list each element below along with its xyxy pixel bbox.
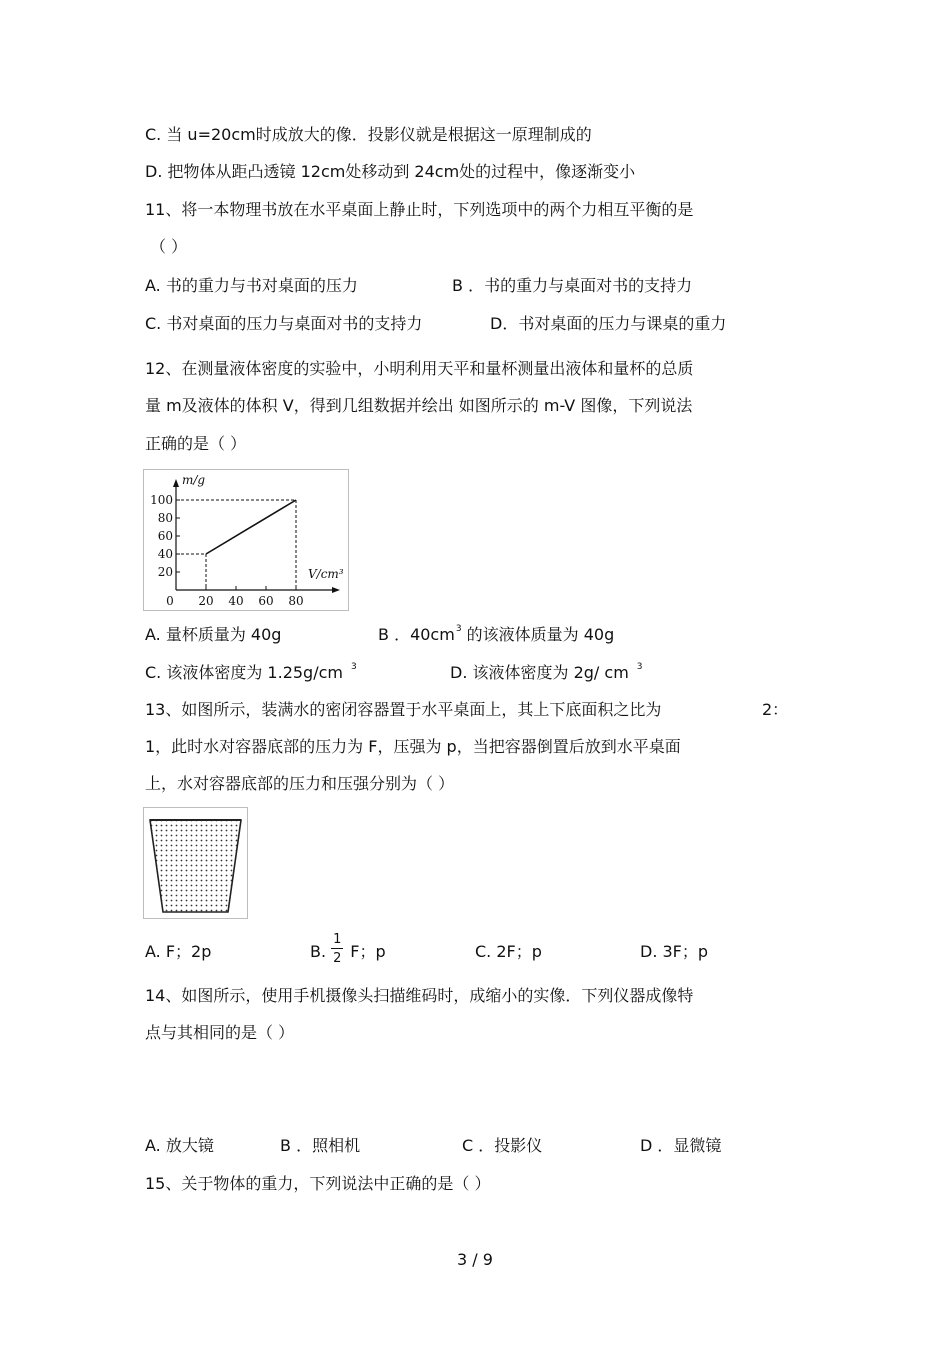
- question-14-line-1: 14、如图所示，使用手机摄像头扫描维码时，成缩小的实像．下列仪器成像特: [145, 986, 694, 1005]
- m-v-graph-figure: [143, 469, 349, 611]
- x-tick-label-60: 60: [258, 594, 274, 608]
- y-axis-label: m/g: [182, 473, 206, 487]
- question-15-stem: 15、关于物体的重力，下列说法中正确的是（ ）: [145, 1174, 491, 1193]
- q12-option-c: [145, 663, 357, 686]
- question-13-line-3: 上，水对容器底部的压力和压强分别为（ ）: [145, 774, 455, 793]
- fraction-bar: [331, 948, 343, 949]
- q12-option-d: [450, 663, 643, 686]
- q13-option-b-value: F；p: [350, 942, 386, 961]
- q12-option-b-text: B ．40cm: [378, 625, 455, 644]
- y-axis-arrow: [173, 479, 179, 487]
- question-13-line-2: 1，此时水对容器底部的压力为 F，压强为 p，当把容器倒置后放到水平桌面: [145, 737, 681, 756]
- option-d-q10: D. 把物体从距凸透镜 12cm处移动到 24cm处的过程中，像逐渐变小: [145, 162, 636, 181]
- x-tick-label-40: 40: [228, 594, 244, 608]
- q14-option-c: C ．投影仪: [462, 1136, 543, 1155]
- y-tick-label-40: 40: [157, 547, 173, 561]
- q14-option-b: B ．照相机: [280, 1136, 361, 1155]
- q12-option-b-sup: 3: [455, 624, 462, 634]
- page-number: 3 / 9: [457, 1250, 493, 1269]
- x-tick-label-0: 0: [166, 594, 174, 608]
- q14-option-d: D ．显微镜: [640, 1136, 722, 1155]
- q11-option-b: B ．书的重力与桌面对书的支持力: [452, 276, 693, 295]
- q13-option-c: C. 2F；p: [475, 942, 542, 961]
- q13-option-d: D. 3F；p: [640, 942, 709, 961]
- container-figure: [143, 807, 248, 919]
- q13-option-b-label: B.: [310, 942, 327, 961]
- q11-option-a: A. 书的重力与书对桌面的压力: [145, 276, 358, 295]
- y-tick-label-100: 100: [150, 493, 173, 507]
- question-13-ratio: 2：: [762, 700, 789, 719]
- fraction-numerator: 1: [333, 931, 342, 947]
- q12-option-d-text: D. 该液体密度为 2g/ cm: [450, 663, 629, 682]
- q11-option-d: D．书对桌面的压力与课桌的重力: [490, 314, 727, 333]
- q13-option-b: [310, 931, 386, 966]
- y-tick-label-60: 60: [157, 529, 173, 543]
- x-axis-label: V/cm³: [308, 567, 344, 581]
- y-tick-label-80: 80: [157, 511, 173, 525]
- m-v-chart: [144, 470, 348, 610]
- question-11-blank: （ ）: [150, 237, 188, 256]
- q12-option-c-sup: 3: [351, 662, 357, 672]
- question-12-line-1: 12、在测量液体密度的实验中，小明利用天平和量杯测量出液体和量杯的总质: [145, 359, 694, 378]
- q12-option-d-sup: 3: [636, 662, 643, 672]
- q12-option-c-text: C. 该液体密度为 1.25g/cm: [145, 663, 343, 682]
- question-12-line-2: 量 m及液体的体积 V，得到几组数据并绘出 如图所示的 m-V 图像，下列说法: [145, 396, 693, 415]
- fraction-denominator: 2: [333, 950, 342, 966]
- series-line-0: [206, 500, 296, 554]
- container-water: [150, 820, 241, 912]
- x-tick-label-20: 20: [198, 594, 214, 608]
- x-axis-arrow: [332, 587, 340, 593]
- q13-option-a: A. F；2p: [145, 942, 212, 961]
- fraction-one-half: [331, 931, 345, 966]
- q14-option-a: A. 放大镜: [145, 1136, 214, 1155]
- question-13-line-1: 13、如图所示，装满水的密闭容器置于水平桌面上，其上下底面积之比为: [145, 700, 662, 719]
- question-14-line-2: 点与其相同的是（ ）: [145, 1023, 295, 1042]
- question-11-stem: 11、将一本物理书放在水平桌面上静止时，下列选项中的两个力相互平衡的是: [145, 200, 694, 219]
- q11-option-c: C. 书对桌面的压力与桌面对书的支持力: [145, 314, 423, 333]
- q12-option-b-text-2: 的该液体质量为 40g: [461, 625, 615, 644]
- q12-option-a: A. 量杯质量为 40g: [145, 625, 282, 644]
- question-12-line-3: 正确的是（ ）: [145, 434, 247, 453]
- option-c-q10: C. 当 u=20cm时成放大的像．投影仪就是根据这一原理制成的: [145, 125, 592, 144]
- x-tick-label-80: 80: [288, 594, 304, 608]
- q12-option-b: [378, 625, 614, 648]
- y-tick-label-20: 20: [157, 565, 173, 579]
